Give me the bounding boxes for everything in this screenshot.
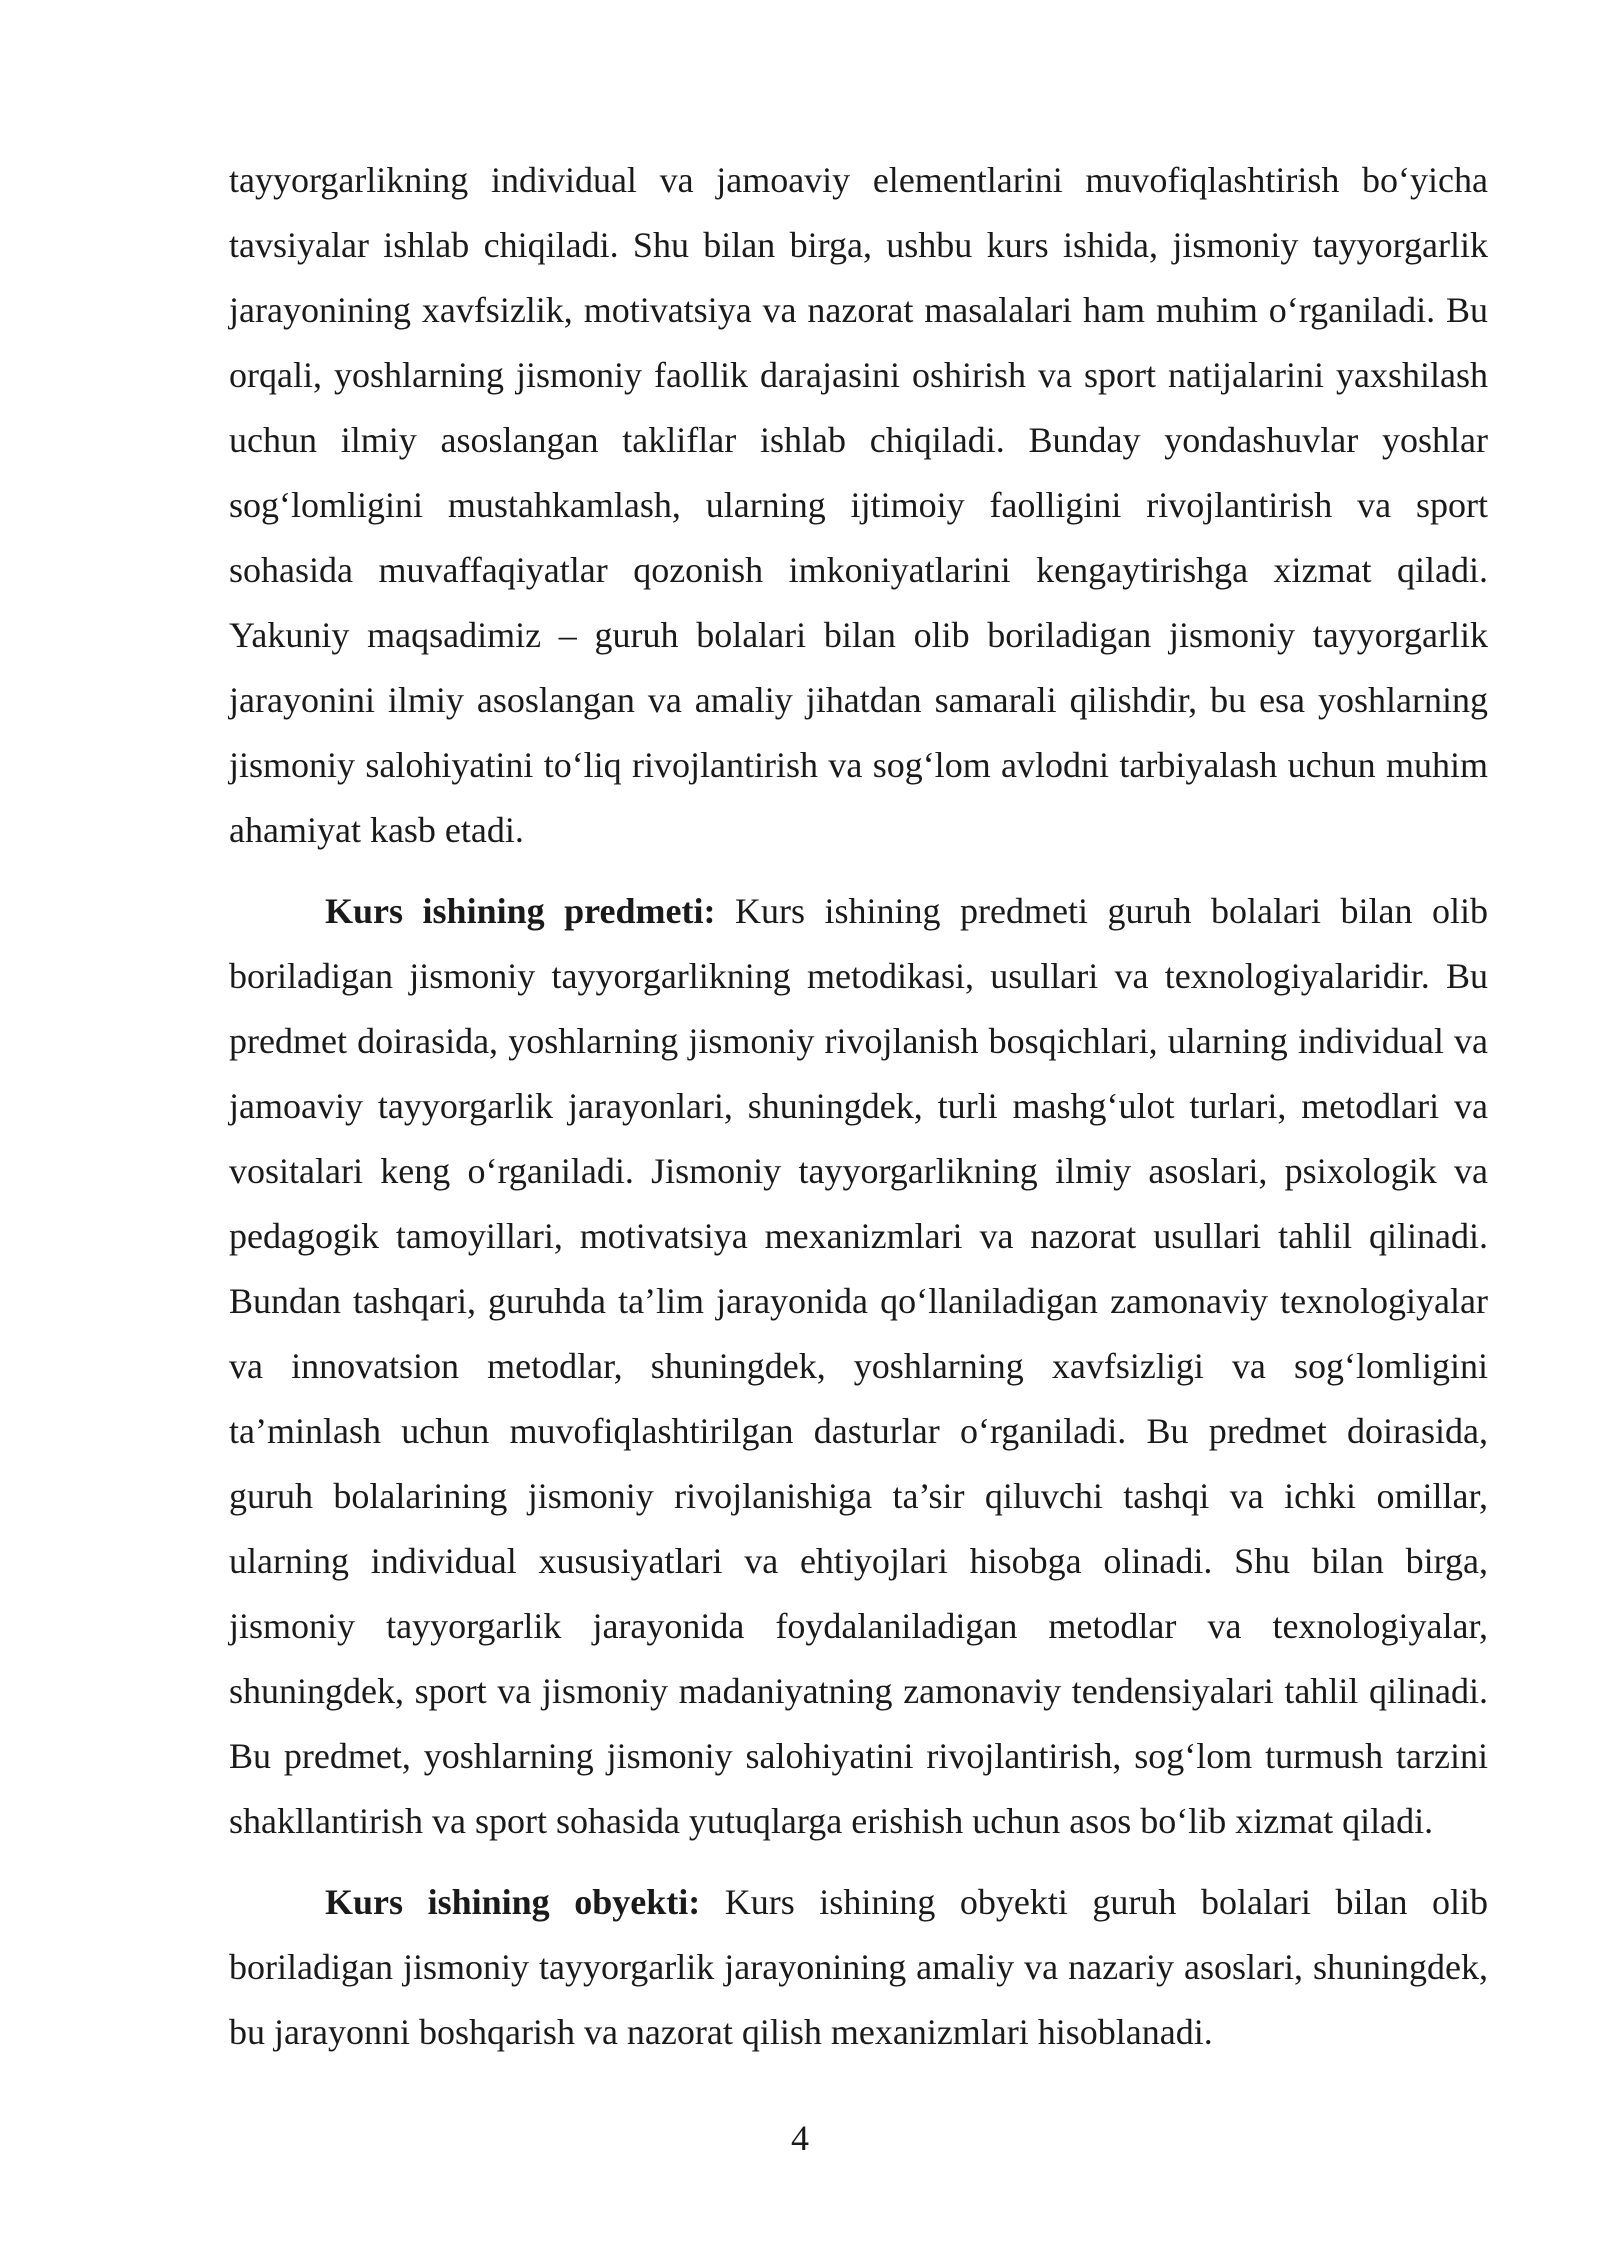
paragraph-continuation (229, 148, 1488, 863)
section-heading-object: Kurs ishining obyekti: (325, 1882, 701, 1922)
paragraph-object (229, 1870, 1488, 2065)
paragraph-text: tayyorgarlikning individual va jamoaviy elementlarini muvofiqlashtirish bo‘yicha tavsiyalar ishlab chiqiladi. Shu bilan birga, ushbu kurs ishida, jismoniy tayyorgarlik jarayonining xavfsizlik, motivatsiya va nazorat masalalari ham muhim o‘rganiladi. Bu orqali, yoshlarning jismoniy faollik darajasini oshirish va sport natijalarini yaxshilash uchun ilmiy asoslangan takliflar ishlab chiqiladi. Bunday yondashuvlar yoshlar sog‘lomligini mustahkamlash, ularning ijtimoiy faolligini rivojlantirish va sport sohasida muvaffaqiyatlar qozonish imkoniyatlarini kengaytirishga xizmat qiladi. Yakuniy maqsadimiz – guruh bolalari bilan olib boriladigan jismoniy tayyorgarlik jarayonini ilmiy asoslangan va amaliy jihatdan samarali qilishdir, bu esa yoshlarning jismoniy salohiyatini to‘liq rivojlantirish va sog‘lom avlodni tarbiyalash uchun muhim ahamiyat kasb etadi. (229, 160, 1488, 850)
document-page (229, 148, 1488, 2065)
paragraph-text: Kurs ishining predmeti guruh bolalari bilan olib boriladigan jismoniy tayyorgarlikning metodikasi, usullari va texnologiyalaridir. Bu predmet doirasida, yoshlarning jismoniy rivojlanish bosqichlari, ularning individual va jamoaviy tayyorgarlik jarayonlari, shuningdek, turli mashg‘ulot turlari, metodlari va vositalari keng o‘rganiladi. Jismoniy tayyorgarlikning ilmiy asoslari, psixologik va pedagogik tamoyillari, motivatsiya mexanizmlari va nazorat usullari tahlil qilinadi. Bundan tashqari, guruhda ta’lim jarayonida qo‘llaniladigan zamonaviy texnologiyalar va innovatsion metodlar, shuningdek, yoshlarning xavfsizligi va sog‘lomligini ta’minlash uchun muvofiqlashtirilgan dasturlar o‘rganiladi. Bu predmet doirasida, guruh bolalarining jismoniy rivojlanishiga ta’sir qiluvchi tashqi va ichki omillar, ularning individual xususiyatlari va ehtiyojlari hisobga olinadi. Shu bilan birga, jismoniy tayyorgarlik jarayonida foydalaniladigan metodlar va texnologiyalar, shuningdek, sport va jismoniy madaniyatning zamonaviy tendensiyalari tahlil qilinadi. Bu predmet, yoshlarning jismoniy salohiyatini rivojlantirish, sog‘lom turmush tarzini shakllantirish va sport sohasida yutuqlarga erishish uchun asos bo‘lib xizmat qiladi. (229, 891, 1488, 1841)
paragraph-subject (229, 879, 1488, 1854)
section-heading-subject: Kurs ishining predmeti: (325, 891, 716, 931)
page-number: 4 (791, 2118, 809, 2158)
paragraph-text: Kurs ishining obyekti guruh bolalari bilan olib boriladigan jismoniy tayyorgarlik jarayonining amaliy va nazariy asoslari, shuningdek, bu jarayonni boshqarish va nazorat qilish mexanizmlari hisoblanadi. (229, 1882, 1488, 2052)
